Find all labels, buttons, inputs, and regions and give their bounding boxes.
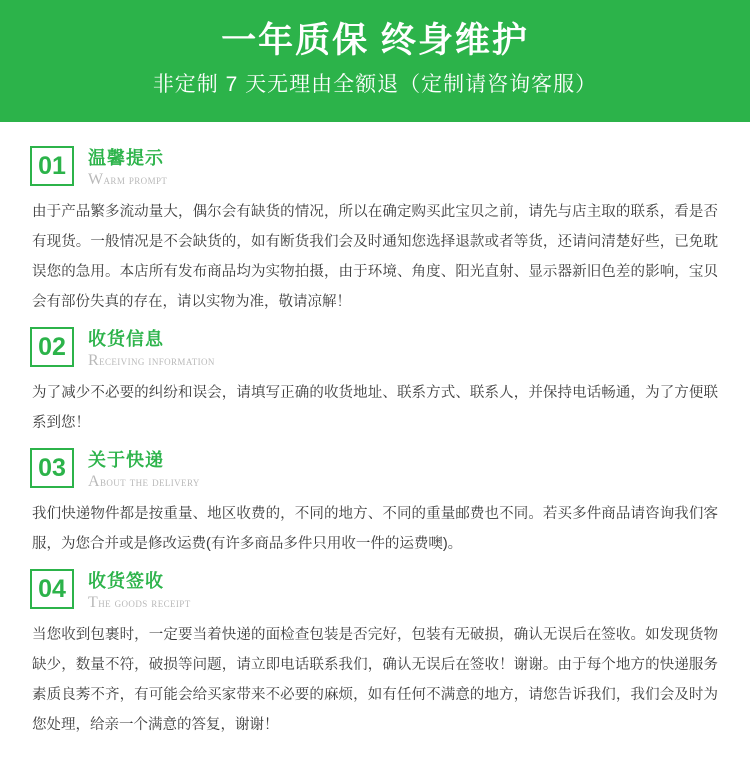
section-header bbox=[30, 327, 720, 370]
section-title-en bbox=[88, 171, 167, 189]
section-title-en-initial: R bbox=[88, 352, 100, 369]
section-title-block bbox=[88, 146, 167, 189]
section-number-badge: 04 bbox=[30, 569, 74, 609]
section-header bbox=[30, 146, 720, 189]
section-warm-prompt bbox=[30, 146, 720, 317]
section-number-badge: 03 bbox=[30, 448, 74, 488]
section-title-en-initial: A bbox=[88, 473, 100, 490]
section-body: 我们快递物件都是按重量、地区收费的，不同的地方、不同的重量邮费也不同。若买多件商品请咨询我们客服，为您合并或是修改运费(有许多商品多件只用收一件的运费噢)。 bbox=[32, 506, 718, 552]
section-title-en bbox=[88, 352, 215, 370]
section-title-en-rest: he goods receipt bbox=[98, 595, 191, 610]
section-body: 当您收到包裹时，一定要当着快递的面检查包装是否完好，包装有无破损，确认无误后在签收。如发现货物缺少，数量不符，破损等问题，请立即电话联系我们，确认无误后在签收！谢谢。由于每个地方的快递服务素质良莠不齐，有可能会给买家带来不必要的麻烦，如有任何不满意的地方，请您告诉我们，我们会及时为您处理，给亲一个满意的答复，谢谢！ bbox=[32, 627, 718, 733]
section-title-en bbox=[88, 473, 200, 491]
section-title-en-initial: T bbox=[88, 594, 99, 611]
banner-subtitle: 非定制 7 天无理由全额退（定制请咨询客服） bbox=[152, 73, 598, 96]
section-title-cn: 温馨提示 bbox=[88, 148, 164, 168]
section-header bbox=[30, 569, 720, 612]
section-title-en bbox=[88, 594, 191, 612]
sections-container bbox=[0, 122, 750, 740]
section-title-en-rest: bout the delivery bbox=[99, 474, 200, 489]
section-goods-receipt bbox=[30, 569, 720, 740]
section-title-en-rest: arm prompt bbox=[103, 172, 168, 187]
section-title-cn: 收货签收 bbox=[88, 571, 164, 591]
section-header bbox=[30, 448, 720, 491]
section-title-cn: 收货信息 bbox=[88, 329, 164, 349]
section-title-en-rest: eceiving information bbox=[99, 353, 215, 368]
section-title-block bbox=[88, 327, 215, 370]
section-title-block bbox=[88, 448, 200, 491]
section-number-badge: 01 bbox=[30, 146, 74, 186]
section-title-cn: 关于快递 bbox=[88, 450, 164, 470]
section-body: 为了减少不必要的纠纷和误会，请填写正确的收货地址、联系方式、联系人，并保持电话畅通，为了方便联系到您！ bbox=[32, 385, 718, 431]
section-about-delivery bbox=[30, 448, 720, 559]
section-title-en-initial: W bbox=[88, 171, 104, 188]
banner-title: 一年质保 终身维护 bbox=[221, 21, 529, 60]
section-body: 由于产品繁多流动量大，偶尔会有缺货的情况，所以在确定购买此宝贝之前，请先与店主取的联系，看是否有现货。一般情况是不会缺货的，如有断货我们会及时通知您选择退款或者等货，还请问清楚好些，已免耽误您的急用。本店所有发布商品均为实物拍摄，由于环境、角度、阳光直射、显示器新旧色差的影响，宝贝会有部份失真的存在，请以实物为准，敬请凉解！ bbox=[32, 204, 718, 310]
section-receiving-information bbox=[30, 327, 720, 438]
header-banner bbox=[0, 0, 750, 122]
section-title-block bbox=[88, 569, 191, 612]
section-number-badge: 02 bbox=[30, 327, 74, 367]
